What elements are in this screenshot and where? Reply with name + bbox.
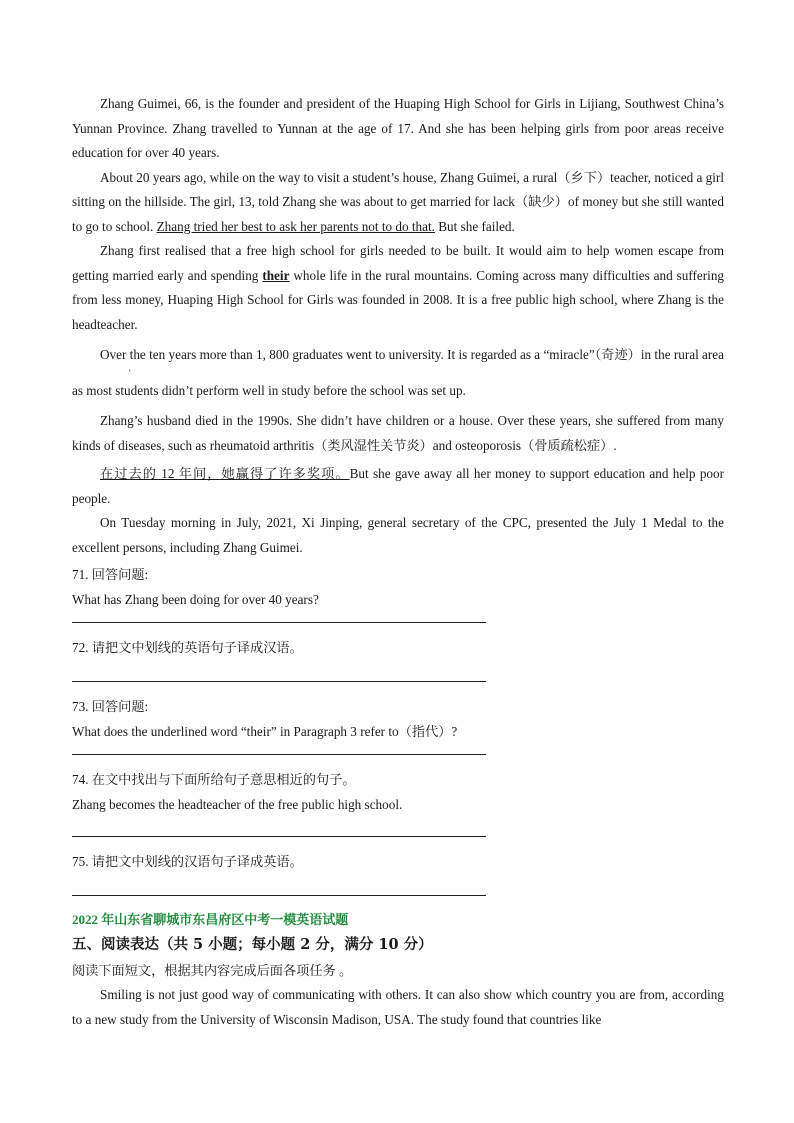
question-71 xyxy=(72,562,724,623)
paragraph-2 xyxy=(72,166,724,240)
answer-line[interactable] xyxy=(72,680,486,682)
section-instruction: 阅读下面短文，根据其内容完成后面各项任务 。 xyxy=(72,963,353,978)
question-73 xyxy=(72,694,724,755)
paragraph-7: On Tuesday morning in July, 2021, Xi Jinping, general secretary of the CPC, presented the July 1 Medal to the excellent persons, including Zhang Guimei. xyxy=(72,515,724,555)
question-label: 72. 请把文中划线的英语句子译成汉语。 xyxy=(72,640,303,655)
answer-line[interactable] xyxy=(72,621,486,623)
question-text: What does the underlined word “their” in Paragraph 3 refer to（指代）? xyxy=(72,724,458,739)
underlined-word-their: their xyxy=(262,267,290,283)
section-title: 五、阅读表达（共 5 小题；每小题 2 分，满分 10 分） xyxy=(72,936,433,953)
paragraph-6-text: But she gave away all her money to support education and help poor people. xyxy=(72,466,725,506)
question-72 xyxy=(72,635,724,682)
paragraph-3-end: whole life in the rural mountains. Coming across many difficulties and suffering from less money, Huaping High School for Girls was founded in 2008. It is a free public high school, where Zhang is the headteacher. xyxy=(72,267,724,332)
question-74 xyxy=(72,767,724,837)
paragraph-2-text: About 20 years ago, while on the way to visit a student’s house, Zhang Guimei, a rural（乡下）teacher, noticed a girl sitting on the hillside. The girl, 13, told Zhang she was about to get married for lack（缺少）of money but she still wanted to go to school. xyxy=(72,169,724,234)
underlined-chinese-sentence: 在过去的 12 年间，她赢得了许多奖项。 xyxy=(100,466,350,481)
paragraph-6 xyxy=(72,462,724,511)
paragraph-2-end: But she failed. xyxy=(434,218,515,234)
paragraph-4 xyxy=(72,337,724,409)
paragraph-4-start: Over the ten years ' xyxy=(100,347,196,362)
question-75 xyxy=(72,849,724,896)
answer-line[interactable] xyxy=(72,753,486,755)
document-page xyxy=(72,92,724,1032)
question-label: 73. 回答问题: xyxy=(72,699,149,714)
underlined-english-sentence: Zhang tried her best to ask her parents not to do that. xyxy=(156,218,435,234)
question-text: Zhang becomes the headteacher of the free public high school. xyxy=(72,797,403,812)
paragraph-3 xyxy=(72,239,724,337)
question-label: 71. 回答问题: xyxy=(72,567,149,582)
next-passage-paragraph-1: Smiling is not just good way of communicating with others. It can also show which country you are from, according to a new study from the University of Wisconsin Madison, USA. The study found that countries like xyxy=(72,987,724,1027)
paragraph-3-text: Zhang first realised that a free high school for girls needed to be built. It would aim to help women escape from getting married early and spending xyxy=(72,243,724,283)
question-text: What has Zhang been doing for over 40 years? xyxy=(72,592,319,607)
paragraph-1: Zhang Guimei, 66, is the founder and president of the Huaping High School for Girls in Lijiang, Southwest China’s Yunnan Province. Zhang travelled to Yunnan at the age of 17. And she has been helping girls from poor areas receive education for over 40 years. xyxy=(72,96,724,160)
paragraph-4-text: more than 1, 800 graduates went to university. It is regarded as a “miracle”（奇迹）in the rural area as most students didn’t perform well in study before the school was set up. xyxy=(72,347,724,398)
paragraph-5: Zhang’s husband died in the 1990s. She didn’t have children or a house. Over these years, she suffered from many kinds of diseases, such as rheumatoid arthritis（类风湿性关节炎）and osteoporosis（骨质疏松症）. xyxy=(72,413,724,453)
question-label: 74. 在文中找出与下面所给句子意思相近的句子。 xyxy=(72,772,356,787)
source-title: 2022 年山东省聊城市东昌府区中考一模英语试题 xyxy=(72,912,349,927)
answer-line[interactable] xyxy=(72,835,486,837)
answer-line[interactable] xyxy=(72,894,486,896)
question-label: 75. 请把文中划线的汉语句子译成英语。 xyxy=(72,854,303,869)
